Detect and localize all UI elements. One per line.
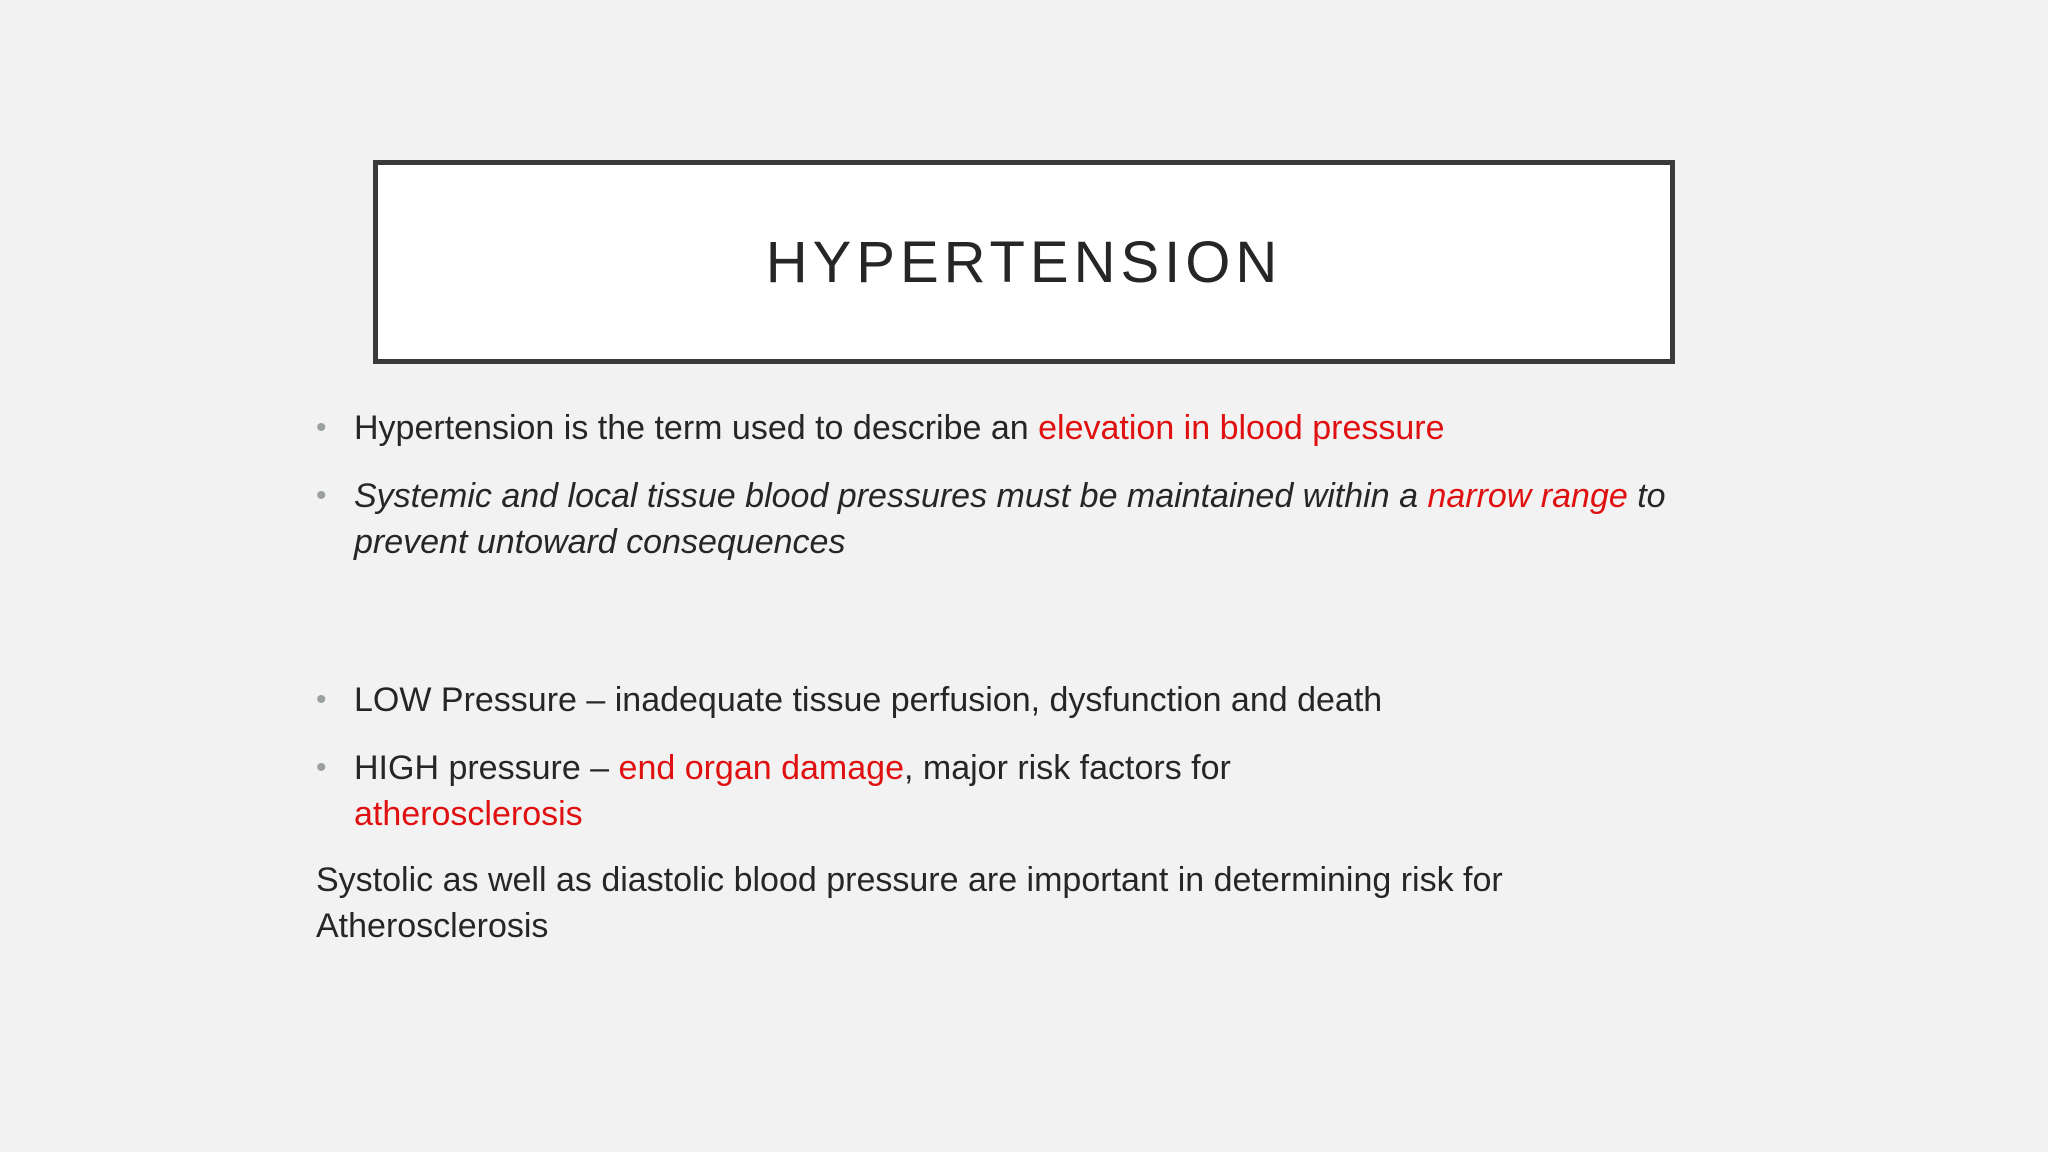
spacer xyxy=(316,587,1736,677)
bullet-highlight-2: atherosclerosis xyxy=(354,795,583,833)
bullet-text-after: to prevent untoward consequences xyxy=(354,477,1666,561)
bullet-dot-icon: • xyxy=(316,411,327,444)
bullet-text-after: , major risk factors for xyxy=(903,749,1231,787)
bullet-item xyxy=(316,677,1736,723)
closing-paragraph: Systolic as well as diastolic blood pressure are important in determining risk for Atherosclerosis xyxy=(316,861,1503,945)
bullet-highlight: elevation in blood pressure xyxy=(1038,409,1445,447)
bullet-text: HIGH pressure – xyxy=(354,749,619,787)
slide-body xyxy=(316,405,1736,949)
bullet-dot-icon: • xyxy=(316,683,327,716)
bullet-item xyxy=(316,473,1736,565)
bullet-highlight: narrow range xyxy=(1427,477,1628,515)
bullet-item xyxy=(316,405,1736,451)
bullet-dot-icon: • xyxy=(316,479,327,512)
bullet-text: LOW Pressure – inadequate tissue perfusion, dysfunction and death xyxy=(354,681,1383,719)
title-box xyxy=(373,160,1675,364)
bullet-text: Hypertension is the term used to describe an xyxy=(354,409,1039,447)
bullet-dot-icon: • xyxy=(316,751,327,784)
bullet-highlight: end organ damage xyxy=(618,749,904,787)
slide-title: HYPERTENSION xyxy=(765,229,1283,295)
bullet-text: Systemic and local tissue blood pressures must be maintained within a xyxy=(354,477,1428,515)
bullet-item xyxy=(316,745,1736,837)
